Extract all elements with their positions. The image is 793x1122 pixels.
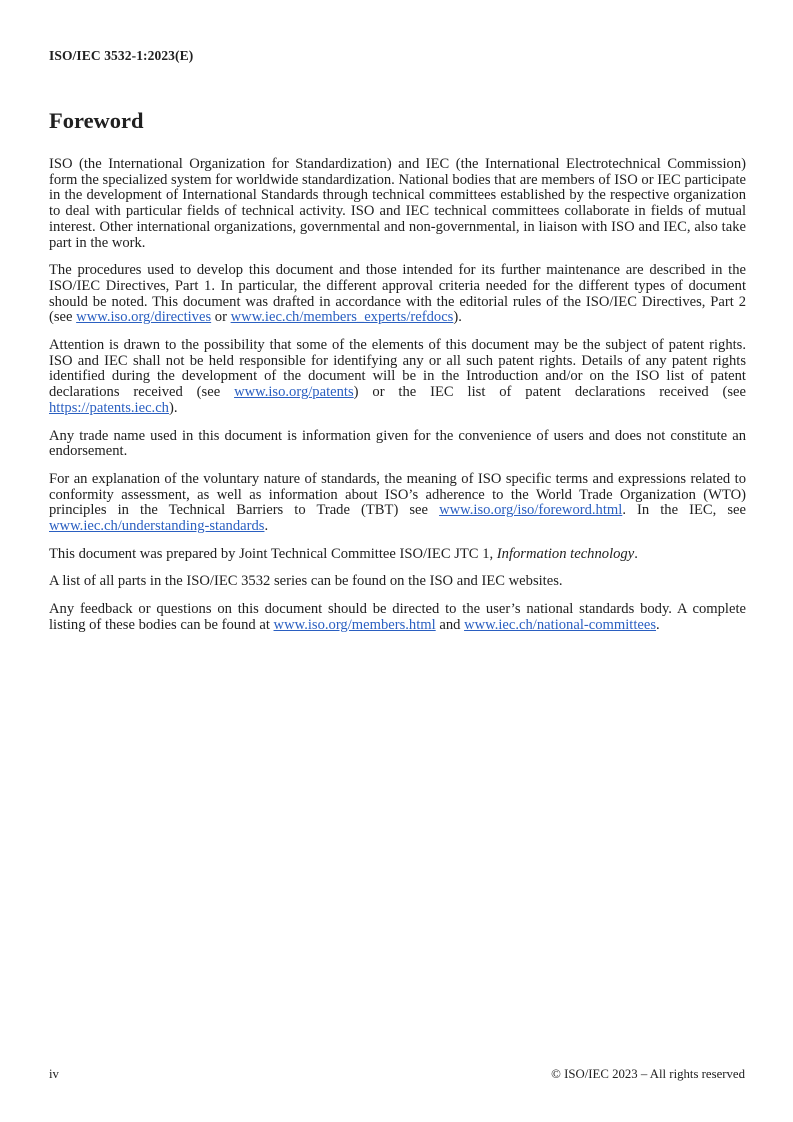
page-title: Foreword (49, 108, 144, 133)
body-text-run: ). (453, 309, 462, 326)
copyright-notice: © ISO/IEC 2023 – All rights reserved (551, 1067, 745, 1081)
paragraph (49, 338, 746, 417)
body-text-run: and (435, 616, 465, 633)
paragraph (49, 263, 746, 326)
body-text-run: The procedures used to develop this document and those intended for its further maintenance are described in the ISO/IEC Directives, Part 1. In particular, the different approval criteria needed for the different types of document should be noted. This document was drafted in accordance with the editorial rules of the ISO/IEC Directives, Part 2 (see (49, 262, 746, 326)
body-text-run: . (656, 616, 660, 633)
running-header-document-id: ISO/IEC 3532-1:2023(E) (49, 48, 194, 63)
hyperlink[interactable]: www.iso.org/patents (234, 384, 354, 401)
body-text-run: ). (168, 399, 178, 416)
italic-text: Information technology (496, 545, 635, 562)
body-text-run: ) or the IEC list of patent declarations received (see (353, 384, 746, 401)
body-text-run: A list of all parts in the ISO/IEC 3532 series can be found on the ISO and IEC websites. (49, 573, 563, 590)
body-text-run: Any feedback or questions on this document should be directed to the user’s national standards body. A complete listing of these bodies can be found at (49, 601, 746, 633)
hyperlink[interactable]: www.iso.org/iso/foreword.html (439, 502, 623, 519)
page-footer (49, 1066, 745, 1082)
hyperlink[interactable]: www.iec.ch/members_experts/refdocs (230, 309, 454, 326)
body-text-run: Any trade name used in this document is information given for the convenience of users and does not constitute an endorsement. (49, 427, 746, 460)
foreword-content (49, 157, 746, 646)
body-text-run: Attention is drawn to the possibility that some of the elements of this document may be the subject of patent rights. ISO and IEC shall not be held responsible for identifying any or all such patent rights. Details of any patent rights identified during the development of the document will be in the Introduction and/or on the ISO list of patent declarations received (see (49, 337, 746, 401)
body-text-run: . (264, 518, 269, 535)
paragraph (49, 574, 746, 590)
paragraph (49, 602, 746, 633)
body-text-run: For an explanation of the voluntary nature of standards, the meaning of ISO specific terms and expressions related to conformity assessment, as well as information about ISO’s adherence to the World Trade Organization (WTO) principles in the Technical Barriers to Trade (TBT) see (49, 470, 746, 519)
body-text-run: This document was prepared by Joint Technical Committee ISO/IEC JTC 1, (49, 545, 497, 562)
page-number: iv (49, 1067, 59, 1081)
hyperlink[interactable]: www.iec.ch/understanding-standards (49, 518, 265, 535)
hyperlink[interactable]: www.iso.org/directives (76, 309, 212, 326)
body-text-run: . (634, 545, 638, 562)
paragraph (49, 157, 746, 251)
body-text-run: . In the IEC, see (622, 502, 746, 519)
hyperlink[interactable]: www.iso.org/members.html (273, 616, 436, 633)
body-text-run: or (211, 309, 231, 326)
body-text-run: ISO (the International Organization for Standardization) and IEC (the International Electrotechnical Commission) form the specialized system for worldwide standardization. National bodies that are members of ISO or IEC participate in the development of International Standards through technical committees established by the respective organization to deal with particular fields of technical activity. ISO and IEC technical committees collaborate in fields of mutual interest. Other international organizations, governmental and non-governmental, in liaison with ISO and IEC, also take part in the work. (49, 156, 746, 251)
paragraph (49, 472, 746, 535)
hyperlink[interactable]: https://patents.iec.ch (49, 399, 169, 416)
paragraph (49, 429, 746, 460)
hyperlink[interactable]: www.iec.ch/national-committees (464, 616, 657, 633)
paragraph (49, 547, 746, 563)
